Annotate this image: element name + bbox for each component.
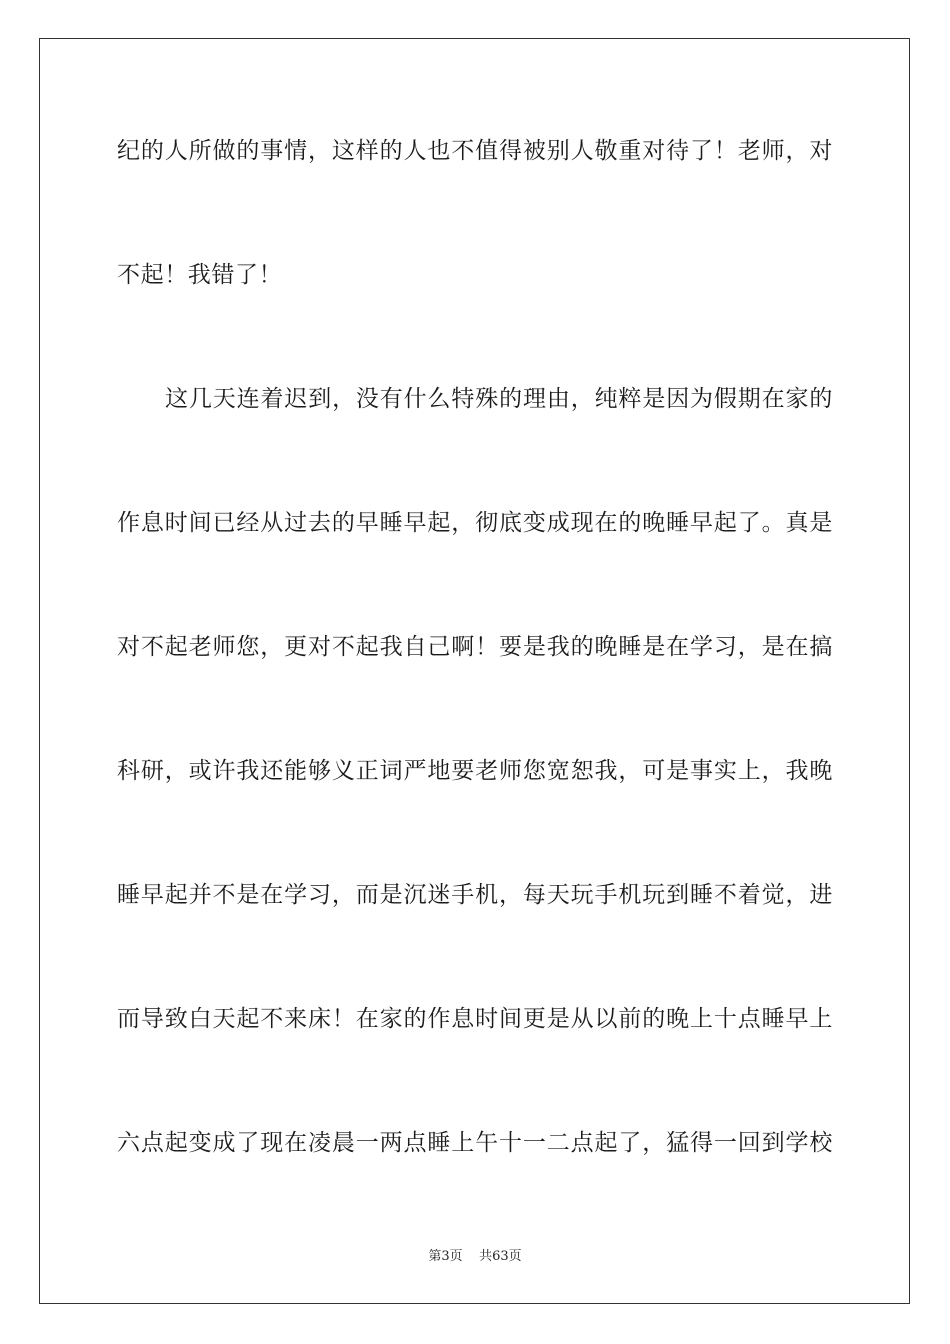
text-line: 不起！我错了！ bbox=[117, 262, 283, 288]
page-footer bbox=[0, 1248, 950, 1266]
paragraph-start-line: 这几天连着迟到，没有什么特殊的理由，纯粹是因为假期在家的 bbox=[165, 386, 833, 412]
total-page-count: 共63页 bbox=[479, 1249, 522, 1264]
text-line: 科研，或许我还能够义正词严地要老师您宽恕我，可是事实上，我晚 bbox=[117, 758, 833, 784]
text-line: 对不起老师您，更对不起我自己啊！要是我的晚睡是在学习，是在搞 bbox=[117, 634, 833, 660]
text-line: 而导致白天起不来床！在家的作息时间更是从以前的晚上十点睡早上 bbox=[117, 1006, 833, 1032]
text-line: 睡早起并不是在学习，而是沉迷手机，每天玩手机玩到睡不着觉，进 bbox=[117, 882, 833, 908]
text-line: 纪的人所做的事情，这样的人也不值得被别人敬重对待了！老师，对 bbox=[117, 138, 833, 164]
text-line: 六点起变成了现在凌晨一两点睡上午十一二点起了，猛得一回到学校 bbox=[117, 1130, 833, 1156]
page-border bbox=[39, 38, 910, 1304]
text-line: 作息时间已经从过去的早睡早起，彻底变成现在的晚睡早起了。真是 bbox=[117, 510, 833, 536]
current-page-number: 第3页 bbox=[428, 1249, 463, 1264]
